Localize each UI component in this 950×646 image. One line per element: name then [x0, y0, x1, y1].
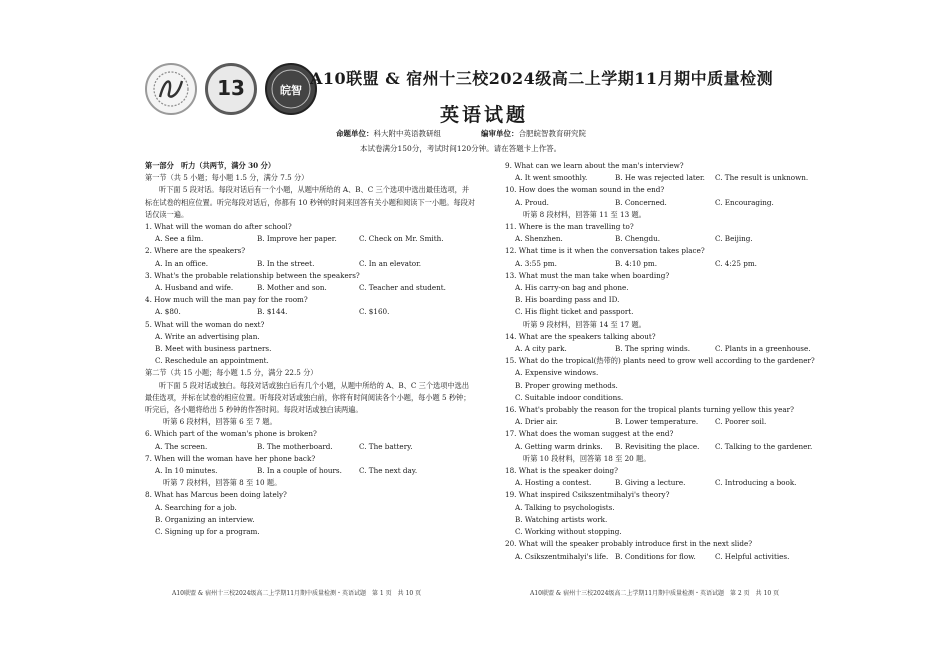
question-17-stem: 17. What does the woman suggest at the end? — [505, 429, 674, 439]
question-13-option-c[interactable]: C. His flight ticket and passport. — [515, 307, 634, 317]
question-3-options — [145, 282, 475, 294]
material-8-note: 听第 8 段材料，回答第 11 至 13 题。 — [523, 209, 646, 219]
option-b[interactable]: B. Conditions for flow. — [615, 551, 696, 561]
question-5-stem: 5. What will the woman do next? — [145, 319, 265, 329]
question-6-stem: 6. Which part of the woman's phone is broken? — [145, 429, 317, 439]
proposer-label: 命题单位： — [336, 129, 374, 138]
option-a[interactable]: A. See a film. — [155, 234, 204, 244]
option-b[interactable]: B. $144. — [257, 307, 288, 317]
option-c[interactable]: C. $160. — [359, 307, 390, 317]
question-5-option-c[interactable]: C. Reschedule an appointment. — [155, 356, 269, 366]
question-15-option-a[interactable]: A. Expensive windows. — [515, 368, 599, 378]
question-5-option-b[interactable]: B. Meet with business partners. — [155, 344, 272, 354]
question-2-options — [145, 258, 475, 270]
option-b[interactable]: B. 4:10 pm. — [615, 258, 657, 268]
question-15-stem: 15. What do the tropical(热带的) plants need to grow well according to the gardener? — [505, 356, 815, 366]
question-18-stem: 18. What is the speaker doing? — [505, 466, 618, 476]
question-1-options — [145, 233, 475, 245]
editor-label: 编审单位： — [481, 129, 519, 138]
school-13-logo: 13 — [205, 63, 257, 115]
option-c[interactable]: C. The result is unknown. — [715, 173, 809, 183]
question-9-stem: 9. What can we learn about the man's interview? — [505, 161, 684, 170]
material-7-note: 听第 7 段材料，回答第 8 至 10 题。 — [163, 478, 282, 488]
option-c[interactable]: C. 4:25 pm. — [715, 258, 757, 268]
question-19-option-b[interactable]: B. Watching artists work. — [515, 514, 608, 524]
option-b[interactable]: B. Lower temperature. — [615, 417, 699, 427]
question-12-stem: 12. What time is it when the conversation takes place? — [505, 246, 705, 256]
option-b[interactable]: B. He was rejected later. — [615, 173, 705, 183]
part-heading: 第一部分 听力（共两节，满分 30 分） — [145, 161, 276, 170]
option-b[interactable]: B. The motherboard. — [257, 441, 333, 451]
question-7-options — [145, 465, 475, 477]
question-18-options — [505, 477, 825, 489]
option-a[interactable]: A. A city park. — [515, 344, 567, 354]
option-a[interactable]: A. In an office. — [155, 258, 209, 268]
option-a[interactable]: A. 3:55 pm. — [515, 258, 557, 268]
exam-title: A10联盟 & 宿州十三校2024级高二上学期11月期中质量检测 — [310, 69, 774, 88]
question-10-options — [505, 197, 825, 209]
question-11-options — [505, 233, 825, 245]
question-2-stem: 2. Where are the speakers? — [145, 246, 246, 256]
question-4-options — [145, 306, 475, 318]
section1-instructions: 听下面 5 段对话。每段对话后有一个小题，从题中所给的 A、B、C 三个选项中选出最佳选项，并标在试卷的相应位置。听完每段对话后，你都有 10 秒钟的时间来回答有关小题和阅读下一小题。每段对话仅读一遍。 — [145, 185, 475, 219]
question-20-options — [505, 551, 825, 563]
footer-page-2: A10联盟 & 宿州十三校2024级高二上学期11月期中质量检测・英语试题 第 2 页 共 10 页 — [530, 590, 780, 597]
option-c[interactable]: C. Helpful activities. — [715, 551, 790, 561]
option-a[interactable]: A. Husband and wife. — [155, 283, 234, 293]
question-14-stem: 14. What are the speakers talking about? — [505, 331, 656, 341]
question-17-options — [505, 441, 825, 453]
question-8-option-c[interactable]: C. Signing up for a program. — [155, 527, 260, 537]
question-10-stem: 10. How does the woman sound in the end? — [505, 185, 665, 195]
question-8-option-b[interactable]: B. Organizing an interview. — [155, 514, 255, 524]
exam-subtitle: 英语试题 — [440, 104, 529, 126]
option-c[interactable]: C. Poorer soil. — [715, 417, 767, 427]
option-c[interactable]: C. Check on Mr. Smith. — [359, 234, 444, 244]
option-c[interactable]: C. The next day. — [359, 466, 418, 476]
question-19-stem: 19. What inspired Csikszentmihalyi's theory? — [505, 490, 670, 500]
option-a[interactable]: A. Proud. — [515, 197, 549, 207]
option-b[interactable]: B. In a couple of hours. — [257, 466, 342, 476]
option-c[interactable]: C. In an elevator. — [359, 258, 422, 268]
question-5-option-a[interactable]: A. Write an advertising plan. — [155, 331, 260, 341]
material-9-note: 听第 9 段材料，回答第 14 至 17 题。 — [523, 319, 646, 329]
question-13-option-b[interactable]: B. His boarding pass and ID. — [515, 295, 620, 305]
option-a[interactable]: A. In 10 minutes. — [155, 466, 218, 476]
question-6-options — [145, 441, 475, 453]
question-15-option-b[interactable]: B. Proper growing methods. — [515, 380, 618, 390]
question-19-option-a[interactable]: A. Talking to psychologists. — [515, 502, 615, 512]
question-8-option-a[interactable]: A. Searching for a job. — [155, 502, 237, 512]
proposer: 科大附中英语教研组 — [373, 129, 441, 138]
option-a[interactable]: A. Csikszentmihalyi's life. — [515, 551, 609, 561]
option-c[interactable]: C. The battery. — [359, 441, 413, 451]
editor: 合肥皖智教育研究院 — [518, 129, 586, 138]
question-20-stem: 20. What will the speaker probably introduce first in the next slide? — [505, 539, 753, 549]
material-6-note: 听第 6 段材料，回答第 6 至 7 题。 — [163, 417, 277, 427]
option-a[interactable]: A. $80. — [155, 307, 181, 317]
option-a[interactable]: A. Getting warm drinks. — [515, 441, 603, 451]
option-a[interactable]: A. Drier air. — [515, 417, 558, 427]
option-c[interactable]: C. Beijing. — [715, 234, 753, 244]
exam-note: 本试卷满分150分，考试时间120分钟。请在答题卡上作答。 — [360, 144, 562, 153]
exam-credits — [336, 128, 586, 139]
question-9-options — [505, 172, 825, 184]
logo-group — [145, 63, 317, 115]
option-b[interactable]: B. In the street. — [257, 258, 315, 268]
wanzhi-logo: 皖智 — [265, 63, 317, 115]
section2-heading: 第二节（共 15 小题；每小题 1.5 分，满分 22.5 分） — [145, 368, 318, 378]
alliance-logo — [145, 63, 197, 115]
option-b[interactable]: B. Revisiting the place. — [615, 441, 700, 451]
right-column — [505, 160, 825, 563]
option-a[interactable]: A. It went smoothly. — [515, 173, 588, 183]
question-13-option-a[interactable]: A. His carry-on bag and phone. — [515, 283, 629, 293]
question-15-option-c[interactable]: C. Suitable indoor conditions. — [515, 392, 624, 402]
question-16-stem: 16. What's probably the reason for the tropical plants turning yellow this year? — [505, 405, 794, 415]
question-16-options — [505, 416, 825, 428]
option-a[interactable]: A. Shenzhen. — [515, 234, 563, 244]
option-b[interactable]: B. Mother and son. — [257, 283, 327, 293]
option-c[interactable]: C. Teacher and student. — [359, 283, 446, 293]
option-a[interactable]: A. The screen. — [155, 441, 208, 451]
left-column — [145, 160, 475, 538]
question-4-stem: 4. How much will the man pay for the room? — [145, 295, 308, 305]
question-1-stem: 1. What will the woman do after school? — [145, 222, 292, 232]
option-c[interactable]: C. Plants in a greenhouse. — [715, 344, 811, 354]
option-b[interactable]: B. Chengdu. — [615, 234, 660, 244]
option-c[interactable]: C. Talking to the gardener. — [715, 441, 813, 451]
section2-instructions: 听下面 5 段对话或独白。每段对话或独白后有几个小题，从题中所给的 A、B、C 三个选项中选出最佳选项，并标在试卷的相应位置。听每段对话或独白前，你将有时间阅读各个小题，每小题 5 秒钟；听完后，各小题将给出 5 秒钟的作答时间。每段对话或独白读两遍。 — [145, 380, 471, 415]
question-11-stem: 11. Where is the man travelling to? — [505, 222, 634, 232]
question-12-options — [505, 258, 825, 270]
section1-heading: 第一节（共 5 小题；每小题 1.5 分，满分 7.5 分） — [145, 173, 309, 183]
question-13-stem: 13. What must the man take when boarding? — [505, 270, 670, 280]
question-19-option-c[interactable]: C. Working without stopping. — [515, 527, 622, 537]
question-3-stem: 3. What's the probable relationship between the speakers? — [145, 270, 360, 280]
question-8-stem: 8. What has Marcus been doing lately? — [145, 490, 287, 500]
option-b[interactable]: B. Improve her paper. — [257, 234, 337, 244]
question-14-options — [505, 343, 825, 355]
question-7-stem: 7. When will the woman have her phone back? — [145, 453, 316, 463]
option-c[interactable]: C. Encouraging. — [715, 197, 774, 207]
option-b[interactable]: B. The spring winds. — [615, 344, 691, 354]
material-10-note: 听第 10 段材料，回答第 18 至 20 题。 — [523, 453, 651, 463]
option-b[interactable]: B. Giving a lecture. — [615, 478, 686, 488]
footer-page-1: A10联盟 & 宿州十三校2024级高二上学期11月期中质量检测・英语试题 第 1 页 共 10 页 — [172, 590, 422, 597]
option-c[interactable]: C. Introducing a book. — [715, 478, 797, 488]
option-b[interactable]: B. Concerned. — [615, 197, 667, 207]
option-a[interactable]: A. Hosting a contest. — [515, 478, 592, 488]
